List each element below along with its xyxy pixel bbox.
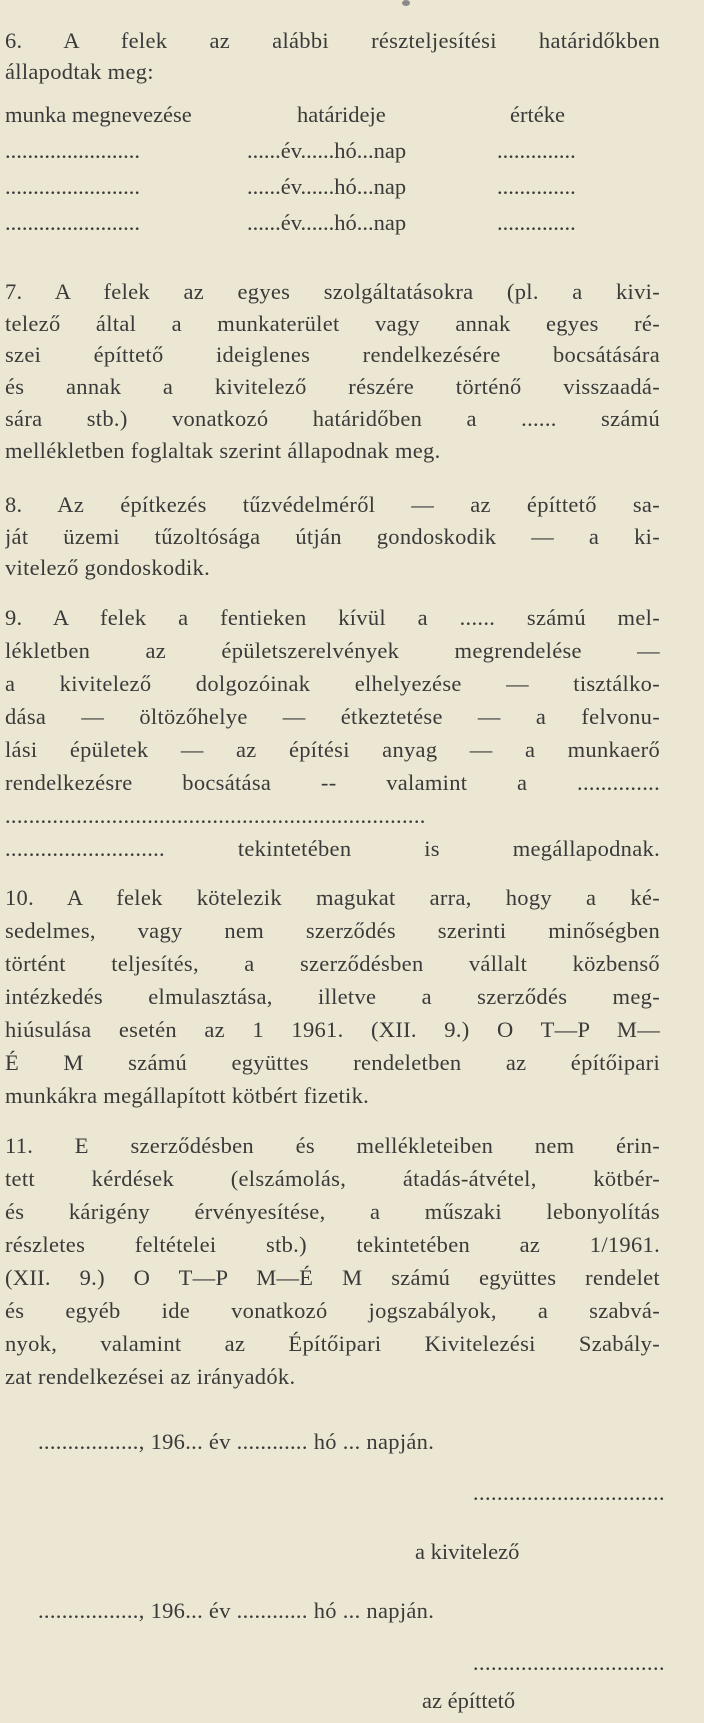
section-9-line: lási épületek — az építési anyag — a munkaerő xyxy=(5,737,660,762)
section-7-line: és annak a kivitelező részére történő visszaadá- xyxy=(5,374,660,399)
section-11-line: és egyéb ide vonatkozó jogszabályok, a szabvá- xyxy=(5,1298,660,1323)
section-9-line: a kivitelező dolgozóinak elhelyezése — tisztálko- xyxy=(5,671,660,696)
section-7-line: sára stb.) vonatkozó határidőben a ...... számú xyxy=(5,406,660,431)
row-value-blank: .............. xyxy=(497,174,576,199)
section-8-line: 8. Az építkezés tűzvédelméről — az építtető sa- xyxy=(5,492,660,517)
section-7-line: mellékletben foglaltak szerint állapodnak meg. xyxy=(5,438,441,463)
section-10-line: sedelmes, vagy nem szerződés szerinti minőségben xyxy=(5,918,660,943)
row-name-blank: ........................ xyxy=(5,174,140,199)
section-11-line: tett kérdések (elszámolás, átadás-átvétel, kötbér- xyxy=(5,1166,660,1191)
section-9-line: ........................... tekintetében is megállapodnak. xyxy=(5,836,660,861)
section-6-line-1: 6. A felek az alábbi részteljesítési határidőkben xyxy=(5,28,660,53)
section-11-line: zat rendelkezései az irányadók. xyxy=(5,1364,296,1389)
header-deadline: határideje xyxy=(297,102,386,127)
schedule-header xyxy=(5,100,660,130)
section-10-line: 10. A felek kötelezik magukat arra, hogy a ké- xyxy=(5,885,660,910)
row-deadline-blank: ......év......hó...nap xyxy=(247,174,407,199)
section-11-line: nyok, valamint az Építőipari Kivitelezési Szabály- xyxy=(5,1331,660,1356)
schedule-row xyxy=(5,136,660,166)
section-10-line: történt teljesítés, a szerződésben vállalt közbenső xyxy=(5,951,660,976)
section-7-line: 7. A felek az egyes szolgáltatásokra (pl. a kivi- xyxy=(5,279,660,304)
schedule-row xyxy=(5,208,660,238)
section-6-line-2: állapodtak meg: xyxy=(5,59,154,84)
signature-date-line: ................., 196... év ............ hó ... napján. xyxy=(38,1429,435,1454)
signature-label-client: az építtető xyxy=(422,1688,516,1713)
section-9-line: rendelkezésre bocsátása -- valamint a .............. xyxy=(5,770,660,795)
row-name-blank: ........................ xyxy=(5,138,140,163)
section-10-line: É M számú együttes rendeletben az építőipari xyxy=(5,1050,660,1075)
signature-dots: ................................ xyxy=(473,1480,665,1505)
section-7-line: telező által a munkaterület vagy annak egyes ré- xyxy=(5,311,660,336)
signature-label-contractor: a kivitelező xyxy=(415,1539,520,1564)
header-value: értéke xyxy=(510,102,565,127)
ink-speck xyxy=(402,0,410,6)
section-10-line: intézkedés elmulasztása, illetve a szerződés meg- xyxy=(5,984,660,1009)
row-name-blank: ........................ xyxy=(5,210,140,235)
section-11-line: 11. E szerződésben és mellékleteiben nem érin- xyxy=(5,1133,660,1158)
section-11-line: és kárigény érvényesítése, a műszaki lebonyolítás xyxy=(5,1199,660,1224)
header-work-name: munka megnevezése xyxy=(5,102,192,127)
section-10-line: munkákra megállapított kötbért fizetik. xyxy=(5,1083,370,1108)
row-deadline-blank: ......év......hó...nap xyxy=(247,138,407,163)
row-deadline-blank: ......év......hó...nap xyxy=(247,210,407,235)
row-value-blank: .............. xyxy=(497,138,576,163)
section-9-line: dása — öltözőhelye — étkeztetése — a felvonu- xyxy=(5,704,660,729)
section-9-line: ....................................................................... xyxy=(5,803,426,828)
section-9-line: 9. A felek a fentieken kívül a ...... számú mel- xyxy=(5,605,660,630)
row-value-blank: .............. xyxy=(497,210,576,235)
section-11-line: (XII. 9.) O T—P M—É M számú együttes rendelet xyxy=(5,1265,660,1290)
section-10-line: hiúsulása esetén az 1 1961. (XII. 9.) O T—P M— xyxy=(5,1017,660,1042)
section-8-line: vitelező gondoskodik. xyxy=(5,555,211,580)
signature-date-line: ................., 196... év ............ hó ... napján. xyxy=(38,1598,435,1623)
section-11-line: részletes feltételei stb.) tekintetében az 1/1961. xyxy=(5,1232,660,1257)
section-9-line: lékletben az épületszerelvények megrendelése — xyxy=(5,638,660,663)
schedule-row xyxy=(5,172,660,202)
signature-dots: ................................ xyxy=(473,1650,665,1675)
section-8-line: ját üzemi tűzoltósága útján gondoskodik — a ki- xyxy=(5,524,660,549)
section-7-line: szei építtető ideiglenes rendelkezésére bocsátására xyxy=(5,342,660,367)
